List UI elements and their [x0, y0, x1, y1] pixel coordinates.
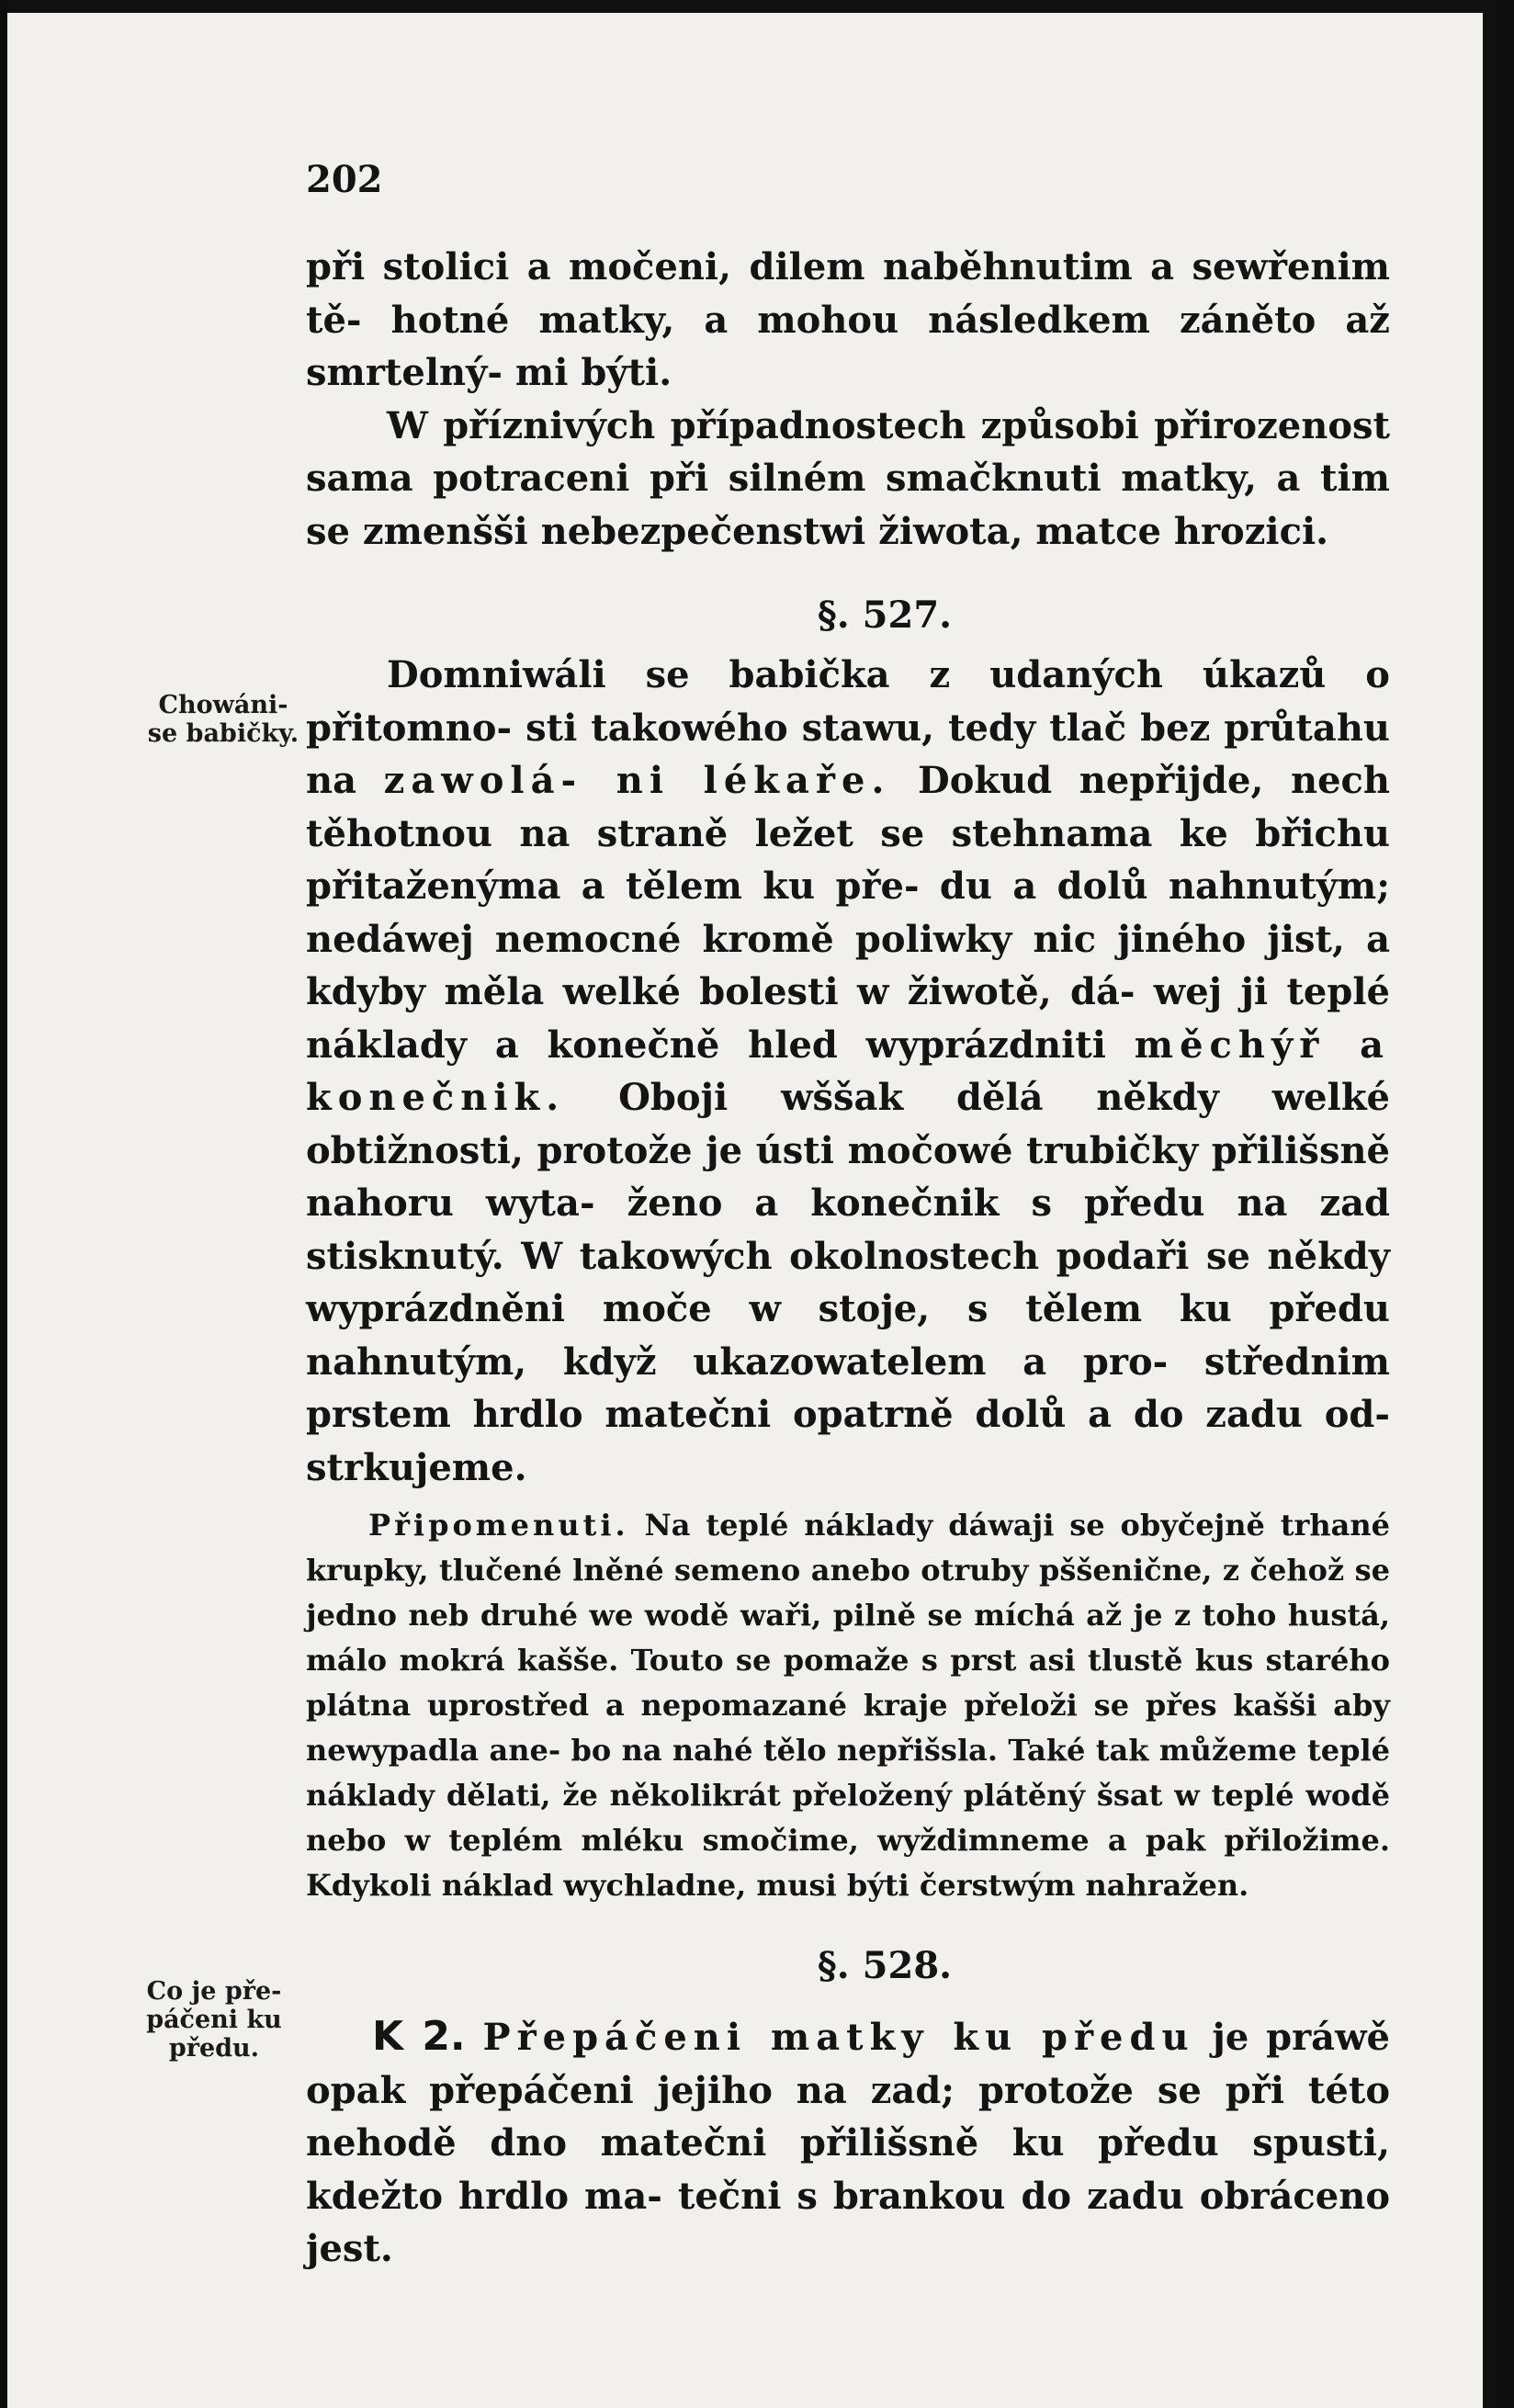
paragraph-3-emphasis-2: měchýř a konečnik. — [306, 1023, 1390, 1119]
margin-note-2-line-1: Co je pře- — [146, 1977, 282, 2006]
paragraph-4-emphasis: Přepáčeni matky ku předu — [482, 2016, 1195, 2059]
paragraph-3 — [306, 649, 1390, 1494]
margin-note-2 — [145, 1977, 283, 2063]
paragraph-3-tail: Oboji wššak dělá někdy welké obtižnosti, protože je ústi močowé trubičky přilišsně nahoru wyta- ženo a konečnik s předu na zad stisknutý. W takowých okolnostech podaři se někdy wyprázdněni moče w stoje, s tělem ku předu nahnutým, když ukazowatelem a pro- střednim prstem hrdlo matečni opatrně dolů a do zadu od- strkujeme. — [306, 1076, 1390, 1489]
remark-note — [306, 1503, 1390, 1908]
margin-note-1-line-2: se babičky. — [147, 719, 299, 748]
section-heading-528: §. 528. — [817, 1944, 953, 1987]
paragraph-4-text: je práwě opak přepáčeni jejiho na zad; protože se při této nehodě dno matečni přilišsně ku předu spusti, kdežto hrdlo ma- tečni s brankou do zadu obráceno jest. — [306, 2016, 1390, 2270]
remark-text: Na teplé náklady dáwaji se obyčejně trhané krupky, tlučené lněné semeno anebo otruby pššenične, z čehož se jedno neb druhé we wodě waři, pilně se míchá až je z toho hustá, málo mokrá kašše. Touto se pomaže s prst asi tlustě kus starého plátna uprostřed a nepomazané kraje přeloži se přes kašši aby newypadla ane- bo na nahé tělo nepřišsla. Také tak můžeme teplé náklady dělati, že několikrát přeložený plátěný šsat w teplé wodě nebo w teplém mléku smočime, wyždimneme a pak přiložime. Kdykoli náklad wychladne, musi býti čerstwým nahražen. — [306, 1508, 1391, 1903]
main-text — [306, 241, 1390, 2276]
margin-note-1-line-1: Chowáni- — [158, 691, 288, 719]
scan-border-right — [1483, 0, 1496, 2408]
scan-border-top — [7, 0, 1496, 13]
paragraph-3-lead: Domniwáli se babička z udaných úkazů o přitomno- sti takowého stawu, tedy tlač bez průtahu na — [306, 653, 1390, 802]
margin-note-2-line-3: předu. — [168, 2034, 260, 2063]
paragraph-4 — [306, 2010, 1390, 2276]
paragraph-1: při stolici a močeni, dilem naběhnutim a sewřenim tě- hotné matky, a mohou následkem záněto až smrtelný- mi býti. — [306, 245, 1390, 394]
margin-note-2-line-2: páčeni ku — [146, 2006, 282, 2034]
section-heading-527: §. 527. — [817, 594, 953, 637]
paragraph-4-case-mark: K 2. — [372, 2013, 466, 2060]
paragraph-3-middle: Dokud nepřijde, nech těhotnou na straně ležet se stehnama ke břichu přitaženýma a tělem ku pře- du a dolů nahnutým; nedáwej nemocné kromě poliwky nic jiného jist, a kdyby měla welké bolesti w žiwotě, dá- wej ji teplé náklady a konečně hled wyprázdniti — [306, 759, 1390, 1067]
paragraph-2: W příznivých případnostech způsobi přirozenost sama potraceni při silném smačknuti matky, a tim se zmenšši nebezpečenstwi žiwota, matce hrozici. — [306, 403, 1390, 553]
remark-label: Připomenuti. — [368, 1508, 629, 1543]
margin-note-1 — [145, 691, 301, 748]
page-number: 202 — [306, 158, 383, 201]
book-page — [7, 0, 1496, 2408]
paragraph-3-emphasis-1: zawolá- ni lékaře. — [383, 759, 891, 802]
